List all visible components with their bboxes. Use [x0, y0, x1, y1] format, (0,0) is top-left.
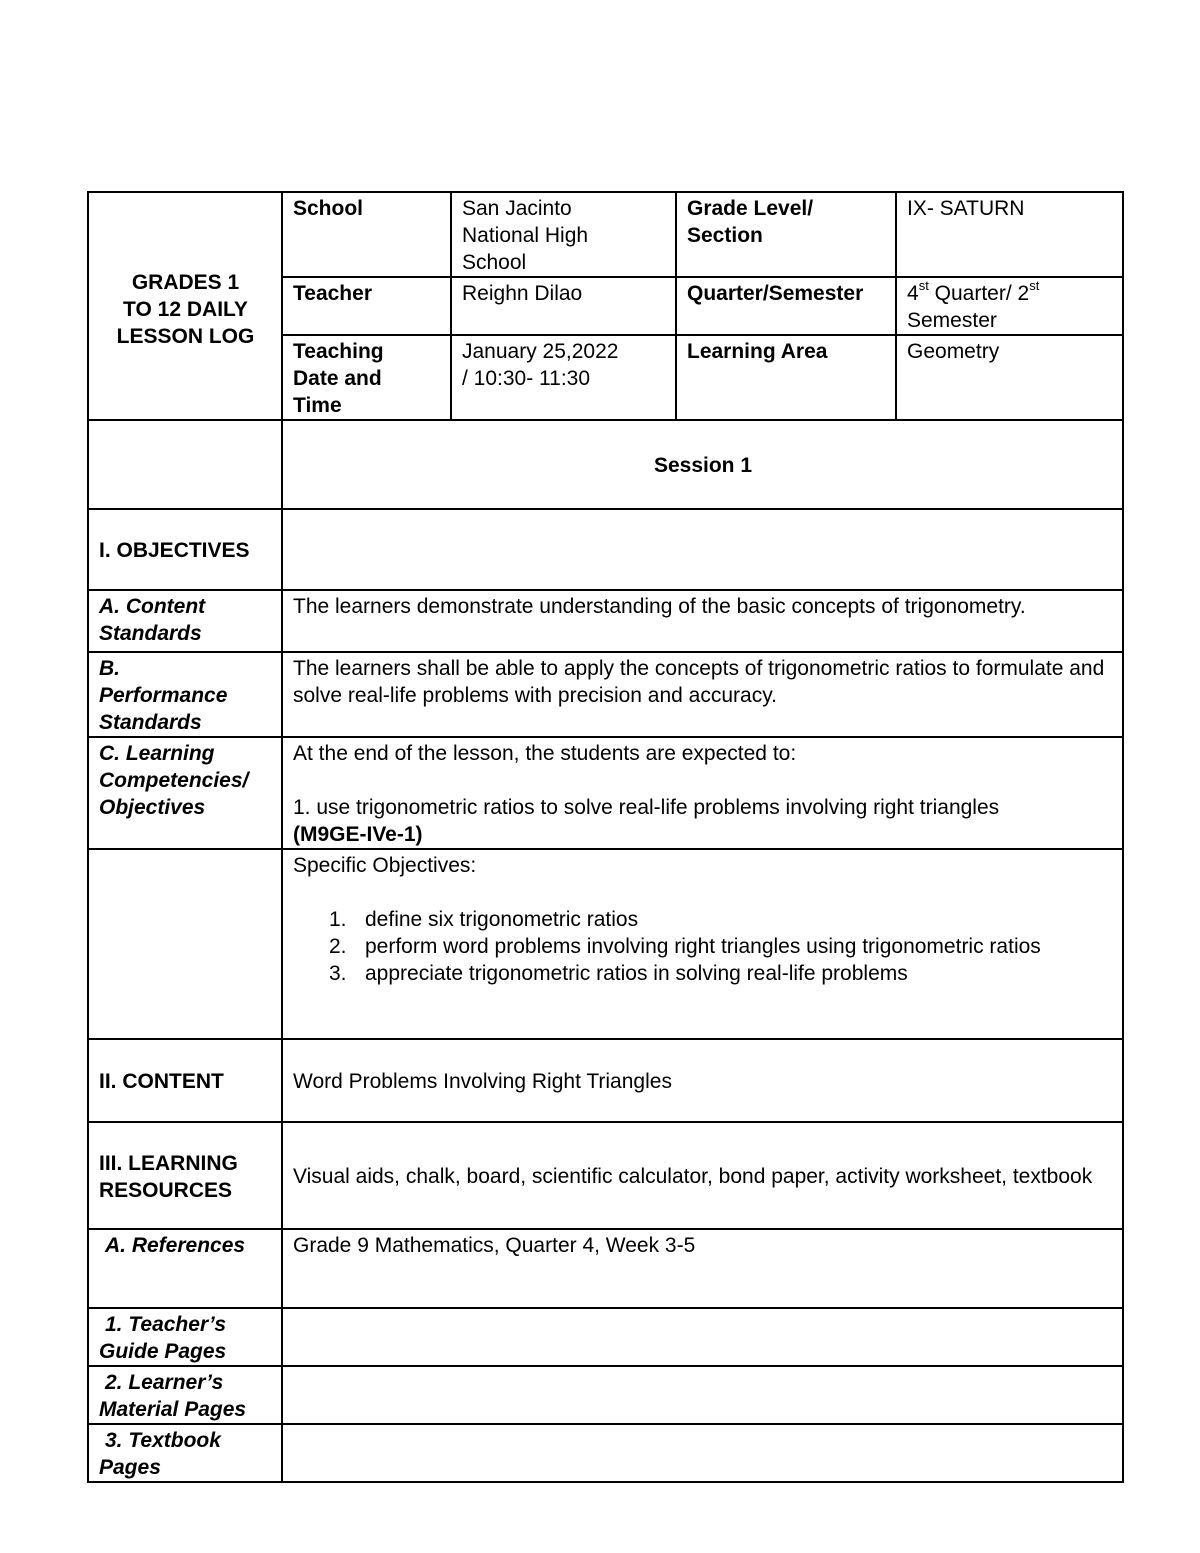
references-label: A. References	[88, 1229, 282, 1308]
teaching-date-value: January 25,2022 / 10:30- 11:30	[451, 335, 676, 420]
header-row-school	[88, 192, 1123, 277]
school-label: School	[282, 192, 451, 277]
teacher-label: Teacher	[282, 277, 451, 335]
specific-objectives-list	[293, 906, 1113, 987]
learner-material-value	[282, 1366, 1123, 1424]
teacher-value: Reighn Dilao	[451, 277, 676, 335]
session-empty-cell	[88, 420, 282, 509]
grade-level-value: IX- SATURN	[896, 192, 1123, 277]
grade-level-label: Grade Level/ Section	[676, 192, 896, 277]
content-heading: II. CONTENT	[88, 1039, 282, 1122]
specific-objective-item	[329, 906, 1113, 933]
quarter-label: Quarter/Semester	[676, 277, 896, 335]
daily-lesson-log-table	[87, 191, 1124, 1483]
specific-objective-text: appreciate trigonometric ratios in solving real-life problems	[365, 962, 908, 985]
performance-standards-label: B. Performance Standards	[88, 652, 282, 737]
references-row	[88, 1229, 1123, 1308]
learning-area-label: Learning Area	[676, 335, 896, 420]
objectives-empty-cell	[282, 509, 1123, 590]
title-line: GRADES 1	[131, 270, 240, 294]
teacher-guide-row	[88, 1308, 1123, 1366]
performance-standards-text: The learners shall be able to apply the concepts of trigonometric ratios to formulate and solve real-life problems with precision and accuracy.	[282, 652, 1123, 737]
teacher-guide-value	[282, 1308, 1123, 1366]
learner-material-label: 2. Learner’s Material Pages	[88, 1366, 282, 1424]
learning-competencies-row	[88, 737, 1123, 849]
learner-material-row	[88, 1366, 1123, 1424]
quarter-value: 4st Quarter/ 2st Semester	[896, 277, 1123, 335]
specific-objectives-empty-cell	[88, 849, 282, 1039]
content-text: Word Problems Involving Right Triangles	[282, 1039, 1123, 1122]
session-row	[88, 420, 1123, 509]
specific-objectives-cell	[282, 849, 1123, 1039]
textbook-pages-row	[88, 1424, 1123, 1482]
specific-objectives-row	[88, 849, 1123, 1039]
learning-resources-heading: III. LEARNING RESOURCES	[88, 1122, 282, 1229]
specific-objective-number: 2.	[329, 935, 347, 958]
teacher-guide-label: 1. Teacher’s Guide Pages	[88, 1308, 282, 1366]
learning-resources-row	[88, 1122, 1123, 1229]
specific-objective-text: perform word problems involving right triangles using trigonometric ratios	[365, 935, 1041, 958]
learning-competencies-text: At the end of the lesson, the students are expected to: 1. use trigonometric ratios to solve real-life problems involving right triangles (M9GE-IVe-1)	[282, 737, 1123, 849]
specific-objective-item	[329, 933, 1113, 960]
competency-code: (M9GE-IVe-1)	[293, 823, 423, 846]
content-standards-text: The learners demonstrate understanding of the basic concepts of trigonometry.	[282, 590, 1123, 652]
teaching-date-label: Teaching Date and Time	[282, 335, 451, 420]
learning-resources-text: Visual aids, chalk, board, scientific calculator, bond paper, activity worksheet, textbook	[282, 1122, 1123, 1229]
specific-objective-number: 1.	[329, 908, 347, 931]
specific-objective-number: 3.	[329, 962, 347, 985]
content-row	[88, 1039, 1123, 1122]
references-text: Grade 9 Mathematics, Quarter 4, Week 3-5	[282, 1229, 1123, 1308]
session-label: Session 1	[282, 420, 1123, 509]
specific-objectives-heading: Specific Objectives:	[293, 854, 477, 877]
objectives-heading: I. OBJECTIVES	[88, 509, 282, 590]
learning-competencies-label: C. Learning Competencies/ Objectives	[88, 737, 282, 849]
school-value: San Jacinto National High School	[451, 192, 676, 277]
performance-standards-row	[88, 652, 1123, 737]
content-standards-row	[88, 590, 1123, 652]
log-title	[88, 192, 282, 420]
objectives-row	[88, 509, 1123, 590]
textbook-pages-label: 3. Textbook Pages	[88, 1424, 282, 1482]
title-line: TO 12 DAILY	[123, 297, 248, 321]
specific-objective-text: define six trigonometric ratios	[365, 908, 639, 931]
content-standards-label: A. Content Standards	[88, 590, 282, 652]
learning-area-value: Geometry	[896, 335, 1123, 420]
textbook-pages-value	[282, 1424, 1123, 1482]
specific-objective-item	[329, 960, 1113, 987]
title-line: LESSON LOG	[116, 324, 255, 348]
